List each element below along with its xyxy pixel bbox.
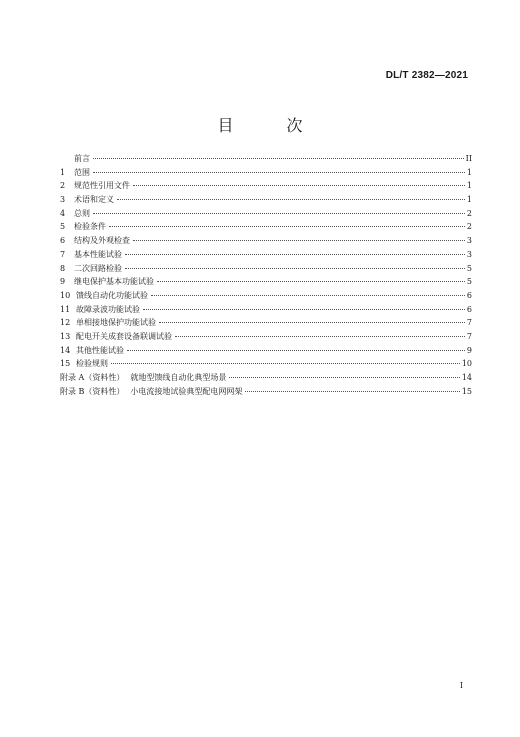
toc-entry-number: 附录 A（资料性）	[60, 373, 125, 382]
toc-dot-leader	[229, 377, 459, 378]
toc-entry-label: 故障录波功能试验	[76, 304, 140, 314]
toc-entry-page: 6	[466, 304, 472, 314]
toc-entry-label: 基本性能试验	[74, 249, 122, 259]
toc-entry[interactable]	[60, 179, 472, 193]
toc-entry-page: 3	[466, 236, 472, 246]
toc-dot-leader	[175, 336, 465, 337]
toc-entry-number: 1	[60, 167, 66, 177]
toc-entry-page: 15	[461, 386, 472, 396]
toc-entry[interactable]	[60, 330, 472, 344]
toc-entry[interactable]	[60, 275, 472, 289]
toc-dot-leader	[127, 350, 465, 351]
toc-entry[interactable]	[60, 289, 472, 303]
toc-entry-number: 14	[60, 345, 71, 355]
toc-dot-leader	[93, 158, 464, 159]
toc-entry-number: 12	[60, 318, 71, 328]
toc-entry-number: 附录 B（资料性）	[60, 386, 125, 396]
toc-entry-label: 前言	[74, 154, 90, 163]
toc-entry[interactable]	[60, 152, 472, 166]
toc-entry-page: 3	[466, 249, 472, 259]
toc-entry-page: 7	[466, 331, 472, 341]
toc-entry-number: 8	[60, 263, 66, 273]
toc-entry-page: 2	[466, 208, 472, 218]
toc-dot-leader	[159, 322, 465, 323]
toc-dot-leader	[93, 172, 465, 173]
table-of-contents	[60, 152, 472, 398]
toc-entry-label: 就地型馈线自动化典型场景	[130, 373, 227, 382]
toc-dot-leader	[151, 295, 465, 296]
toc-entry-label: 范围	[74, 167, 90, 177]
toc-entry-number: 7	[60, 249, 66, 259]
toc-entry-page: 5	[466, 277, 472, 287]
toc-entry-page: 10	[461, 359, 472, 369]
toc-entry[interactable]	[60, 385, 472, 399]
toc-entry-page: 1	[466, 181, 472, 191]
toc-entry-label: 规范性引用文件	[74, 181, 130, 191]
toc-entry-label: 继电保护基本功能试验	[74, 277, 154, 287]
toc-entry-page: 6	[466, 290, 472, 300]
toc-entry[interactable]	[60, 220, 472, 234]
toc-dot-leader	[157, 281, 465, 282]
toc-entry-number: 5	[60, 222, 66, 232]
toc-entry-page: 14	[461, 373, 472, 382]
toc-entry[interactable]	[60, 193, 472, 207]
toc-entry-number: 3	[60, 195, 66, 205]
toc-dot-leader	[125, 254, 465, 255]
toc-dot-leader	[143, 309, 465, 310]
toc-entry-label: 结构及外观检查	[74, 236, 130, 246]
toc-dot-leader	[133, 240, 465, 241]
toc-entry-page: 7	[466, 318, 472, 328]
toc-entry-number: 6	[60, 236, 66, 246]
toc-entry-label: 配电开关成套设备联调试验	[76, 331, 172, 341]
toc-entry-number: 9	[60, 277, 66, 287]
toc-entry[interactable]	[60, 303, 472, 317]
toc-dot-leader	[245, 391, 459, 392]
toc-dot-leader	[93, 213, 465, 214]
toc-entry[interactable]	[60, 316, 472, 330]
toc-entry-label: 单相接地保护功能试验	[76, 318, 156, 328]
toc-entry-page: 2	[466, 222, 472, 232]
toc-entry-label: 小电流接地试验典型配电网网架	[130, 386, 243, 396]
toc-entry-number: 15	[60, 359, 71, 369]
page-number: I	[459, 681, 463, 690]
toc-dot-leader	[117, 199, 465, 200]
toc-entry-number: 10	[60, 290, 71, 300]
toc-entry-page: II	[465, 154, 472, 163]
toc-dot-leader	[109, 226, 465, 227]
toc-entry-label: 术语和定义	[74, 195, 114, 205]
toc-entry[interactable]	[60, 248, 472, 262]
toc-entry[interactable]	[60, 371, 472, 385]
toc-dot-leader	[133, 185, 465, 186]
toc-entry-label: 检验规则	[76, 359, 108, 369]
toc-entry[interactable]	[60, 166, 472, 180]
toc-entry-label: 总则	[74, 208, 90, 218]
toc-entry[interactable]	[60, 234, 472, 248]
toc-entry[interactable]	[60, 262, 472, 276]
document-code: DL/T 2382—2021	[385, 70, 468, 81]
toc-entry-page: 1	[466, 167, 472, 177]
toc-entry-number: 13	[60, 331, 71, 341]
toc-entry-number: 11	[60, 304, 71, 314]
toc-entry-label: 检验条件	[74, 222, 106, 232]
toc-entry[interactable]	[60, 344, 472, 358]
toc-entry[interactable]	[60, 357, 472, 371]
toc-entry-label: 其他性能试验	[76, 345, 124, 355]
toc-entry-page: 5	[466, 263, 472, 273]
toc-entry-page: 1	[466, 195, 472, 205]
toc-dot-leader	[125, 268, 465, 269]
toc-entry-number: 2	[60, 181, 66, 191]
toc-dot-leader	[111, 363, 460, 364]
toc-entry[interactable]	[60, 207, 472, 221]
toc-entry-page: 9	[466, 345, 472, 355]
toc-entry-number: 4	[60, 208, 66, 218]
toc-title: 目 次	[217, 116, 327, 135]
toc-entry-label: 二次回路检验	[74, 263, 122, 273]
toc-entry-label: 馈线自动化功能试验	[76, 290, 148, 300]
